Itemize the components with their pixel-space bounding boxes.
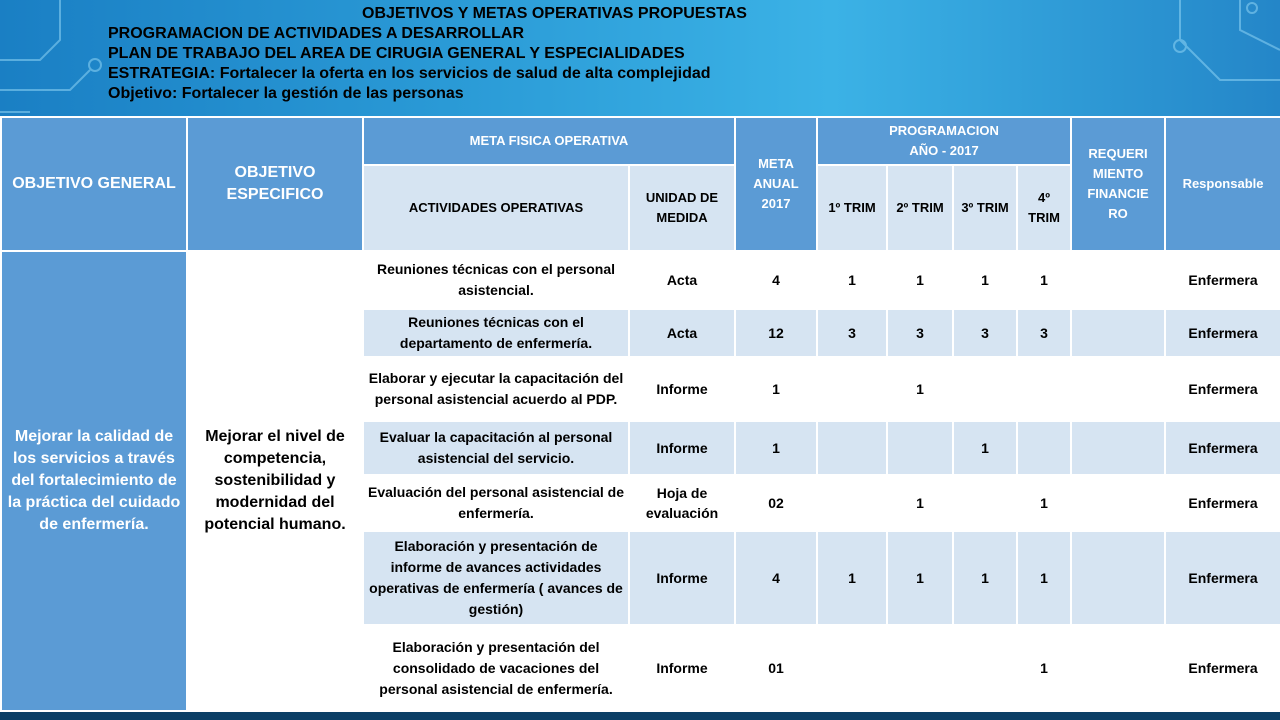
actividad-cell: Elaborar y ejecutar la capacitación del personal asistencial acuerdo al PDP. [363, 357, 629, 421]
requerimiento-cell [1071, 251, 1165, 309]
trim-3-cell: 3 [953, 309, 1017, 357]
header-programacion [817, 117, 1071, 165]
unidad-cell: Informe [629, 625, 735, 711]
meta-cell: 4 [735, 531, 817, 625]
meta-cell: 1 [735, 421, 817, 475]
unidad-cell: Informe [629, 421, 735, 475]
trim-2-cell: 1 [887, 531, 953, 625]
trim-2-cell: 3 [887, 309, 953, 357]
actividad-cell: Elaboración y presentación del consolidado de vacaciones del personal asistencial de enfermería. [363, 625, 629, 711]
trim-3-cell: 1 [953, 531, 1017, 625]
meta-cell: 02 [735, 475, 817, 531]
trim-2-cell [887, 421, 953, 475]
trim-1-cell [817, 357, 887, 421]
trim-3-cell [953, 357, 1017, 421]
trim-2-cell: 1 [887, 357, 953, 421]
trim-4-cell: 1 [1017, 251, 1071, 309]
actividad-cell: Evaluar la capacitación al personal asistencial del servicio. [363, 421, 629, 475]
meta-cell: 12 [735, 309, 817, 357]
page-header [108, 4, 1008, 104]
trim-3-cell [953, 625, 1017, 711]
trim-3-cell: 1 [953, 421, 1017, 475]
trim-2-cell [887, 625, 953, 711]
unidad-cell: Hoja de evaluación [629, 475, 735, 531]
trim-4-cell: 3 [1017, 309, 1071, 357]
responsable-cell: Enfermera [1165, 309, 1280, 357]
trim-4-cell: 1 [1017, 625, 1071, 711]
header-subtitle-plan: PLAN DE TRABAJO DEL AREA DE CIRUGIA GENERAL Y ESPECIALIDADES [108, 45, 685, 62]
operational-plan-table [0, 116, 1280, 712]
table-header-row-1 [1, 117, 1280, 165]
header-trim-2: 2º TRIM [887, 165, 953, 251]
trim-4-cell: 1 [1017, 475, 1071, 531]
trim-1-cell: 1 [817, 251, 887, 309]
objetivo-especifico-cell: Mejorar el nivel de competencia, sostenibilidad y modernidad del potencial humano. [187, 251, 363, 711]
header-trim-1: 1º TRIM [817, 165, 887, 251]
header-requerimiento: REQUERI MIENTO FINANCIE RO [1071, 117, 1165, 251]
requerimiento-cell [1071, 531, 1165, 625]
unidad-cell: Acta [629, 309, 735, 357]
header-trim-4: 4º TRIM [1017, 165, 1071, 251]
trim-1-cell [817, 475, 887, 531]
requerimiento-cell [1071, 357, 1165, 421]
trim-3-cell [953, 475, 1017, 531]
header-objetivo-especifico: OBJETIVO ESPECIFICO [187, 117, 363, 251]
unidad-cell: Acta [629, 251, 735, 309]
requerimiento-cell [1071, 421, 1165, 475]
header-programacion-label: PROGRAMACION [889, 123, 999, 138]
header-objetivo-general: OBJETIVO GENERAL [1, 117, 187, 251]
actividad-cell: Elaboración y presentación de informe de avances actividades operativas de enfermería ( avances de gestión) [363, 531, 629, 625]
trim-1-cell [817, 625, 887, 711]
responsable-cell: Enfermera [1165, 421, 1280, 475]
header-trim-3: 3º TRIM [953, 165, 1017, 251]
header-meta-anual: META ANUAL 2017 [735, 117, 817, 251]
unidad-cell: Informe [629, 357, 735, 421]
meta-cell: 01 [735, 625, 817, 711]
table-row [1, 251, 1280, 309]
trim-2-cell: 1 [887, 475, 953, 531]
meta-cell: 1 [735, 357, 817, 421]
actividad-cell: Evaluación del personal asistencial de enfermería. [363, 475, 629, 531]
trim-1-cell: 3 [817, 309, 887, 357]
header-programacion-year: AÑO - 2017 [909, 143, 979, 158]
requerimiento-cell [1071, 475, 1165, 531]
header-responsable: Responsable [1165, 117, 1280, 251]
responsable-cell: Enfermera [1165, 625, 1280, 711]
unidad-cell: Informe [629, 531, 735, 625]
header-unidad: UNIDAD DE MEDIDA [629, 165, 735, 251]
header-actividades: ACTIVIDADES OPERATIVAS [363, 165, 629, 251]
header-objective: Objetivo: Fortalecer la gestión de las personas [108, 85, 464, 102]
requerimiento-cell [1071, 625, 1165, 711]
trim-1-cell [817, 421, 887, 475]
actividad-cell: Reuniones técnicas con el personal asistencial. [363, 251, 629, 309]
header-strategy: ESTRATEGIA: Fortalecer la oferta en los servicios de salud de alta complejidad [108, 65, 711, 82]
trim-2-cell: 1 [887, 251, 953, 309]
objetivo-general-cell: Mejorar la calidad de los servicios a través del fortalecimiento de la práctica del cuidado de enfermería. [1, 251, 187, 711]
header-title: OBJETIVOS Y METAS OPERATIVAS PROPUESTAS [362, 5, 747, 22]
trim-4-cell [1017, 421, 1071, 475]
header-subtitle-programacion: PROGRAMACION DE ACTIVIDADES A DESARROLLAR [108, 25, 525, 42]
actividad-cell: Reuniones técnicas con el departamento de enfermería. [363, 309, 629, 357]
responsable-cell: Enfermera [1165, 357, 1280, 421]
responsable-cell: Enfermera [1165, 251, 1280, 309]
trim-1-cell: 1 [817, 531, 887, 625]
trim-4-cell [1017, 357, 1071, 421]
responsable-cell: Enfermera [1165, 475, 1280, 531]
requerimiento-cell [1071, 309, 1165, 357]
trim-3-cell: 1 [953, 251, 1017, 309]
responsable-cell: Enfermera [1165, 531, 1280, 625]
meta-cell: 4 [735, 251, 817, 309]
trim-4-cell: 1 [1017, 531, 1071, 625]
header-meta-fisica: META FISICA OPERATIVA [363, 117, 735, 165]
